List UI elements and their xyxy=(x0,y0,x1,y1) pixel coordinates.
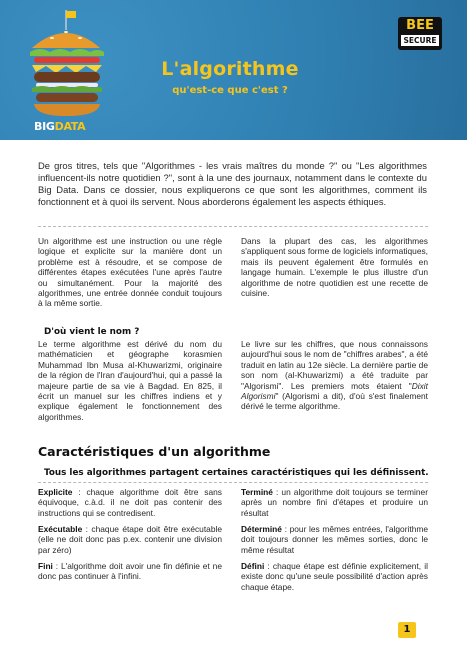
intro-paragraph: De gros titres, tels que "Algorithmes - les vrais maîtres du monde ?" ou "Les algorithmes influencent-ils notre quotidien ?", sont à la une des journaux, notamment dans le contexte du Big Data. Dans ce dossier, nous expliquerons ce que sont les algorithmes, comment ils fonctionnent et à quoi ils servent. Nous aborderons également les aspects éthiques. xyxy=(38,160,427,207)
feature-text: : L'algorithme doit avoir une fin définie et ne donc pas continuer à l'infini. xyxy=(38,561,222,582)
burger-illustration xyxy=(22,8,110,123)
feature-defini xyxy=(241,561,428,592)
data-label: DATA xyxy=(54,120,86,133)
feature-text: : chaque étape doit être exécutable (elle ne doit donc pas p.ex. contenir une division par zéro) xyxy=(38,524,222,555)
feature-determine xyxy=(241,524,428,555)
feature-text: : chaque algorithme doit être sans équivoque, c.à.d. il ne doit pas contenir des instructions qui se contredisent. xyxy=(38,487,222,518)
page-subtitle: qu'est-ce que c'est ? xyxy=(172,85,288,96)
page-title: L'algorithme xyxy=(161,58,299,80)
col1-origin-paragraph: Le terme algorithme est dérivé du nom du mathématicien et géographe korasmien Muhammad Ibn Musa al-Khuwarizmi, originaire de la région de l'Iran d'aujourd'hui, qui a passé la majeure partie de sa vie à Bagdad. En 825, il écrit un manuel sur les chiffres indiens et y explique également le fonctionnement des algorithmes. xyxy=(38,339,222,422)
big-label: BIG xyxy=(34,120,55,133)
divider-features xyxy=(38,482,428,483)
feature-executable xyxy=(38,524,222,555)
feature-termine xyxy=(241,487,428,518)
page-number: 1 xyxy=(398,622,416,638)
divider-top xyxy=(38,226,428,227)
col1-definition-paragraph: Un algorithme est une instruction ou une règle logique et explicite sur la manière dont un problème est à résoudre, et se compose de différentes étapes exécutées l'une après l'autre ou simultanément. Pour la majorité des algorithmes, une entrée donnée conduit toujours à la même sortie. xyxy=(38,236,222,309)
feature-fini xyxy=(38,561,222,582)
feature-term: Explicite xyxy=(38,487,73,497)
feature-term: Fini xyxy=(38,561,53,571)
feature-text: : chaque étape est définie explicitement, il existe donc qu'une seule possibilité d'action après chaque étape. xyxy=(241,561,428,592)
logo-bee-text: BEE xyxy=(406,18,434,33)
origin-text-a: Le livre sur les chiffres, que nous connaissons aujourd'hui sous le nom de "chiffres arabes", a été traduit en latin au 12e siècle. La dernière partie de son nom (al-Khuwarizmi) a été traduite par "Algorismi". Les premiers mots étaient " xyxy=(241,339,428,391)
feature-text: : pour les mêmes entrées, l'algorithme doit toujours donner les mêmes sorties, donc le même résultat xyxy=(241,524,428,555)
col2-origin-paragraph xyxy=(241,339,428,412)
origin-heading: D'où vient le nom ? xyxy=(44,327,140,337)
dixit-algorismi-italic: Dixit Algorismi xyxy=(241,380,428,402)
feature-explicite xyxy=(38,487,222,518)
feature-term: Exécutable xyxy=(38,524,83,534)
header-banner xyxy=(0,0,467,140)
feature-text: : un algorithme doit toujours se terminer après un nombre fini d'étapes et produire un résultat xyxy=(241,487,428,518)
origin-text-b: " (Algorismi a dit), d'où s'est finalement dérivé le terme algorithme. xyxy=(241,391,428,412)
bee-secure-logo xyxy=(398,17,442,50)
feature-term: Défini xyxy=(241,561,265,571)
big-data-label xyxy=(34,120,85,133)
section-title: Caractéristiques d'un algorithme xyxy=(38,444,271,459)
logo-secure-text: SECURE xyxy=(401,35,439,46)
feature-term: Terminé xyxy=(241,487,273,497)
section-intro: Tous les algorithmes partagent certaines caractéristiques qui les définissent. xyxy=(44,468,429,478)
col2-usage-paragraph: Dans la plupart des cas, les algorithmes s'appliquent sous forme de logiciels informatiques, mais ils peuvent également être formulés en langage humain. L'exemple le plus illustre d'un algorithme de notre quotidien est une recette de cuisine. xyxy=(241,236,428,299)
feature-term: Déterminé xyxy=(241,524,282,534)
